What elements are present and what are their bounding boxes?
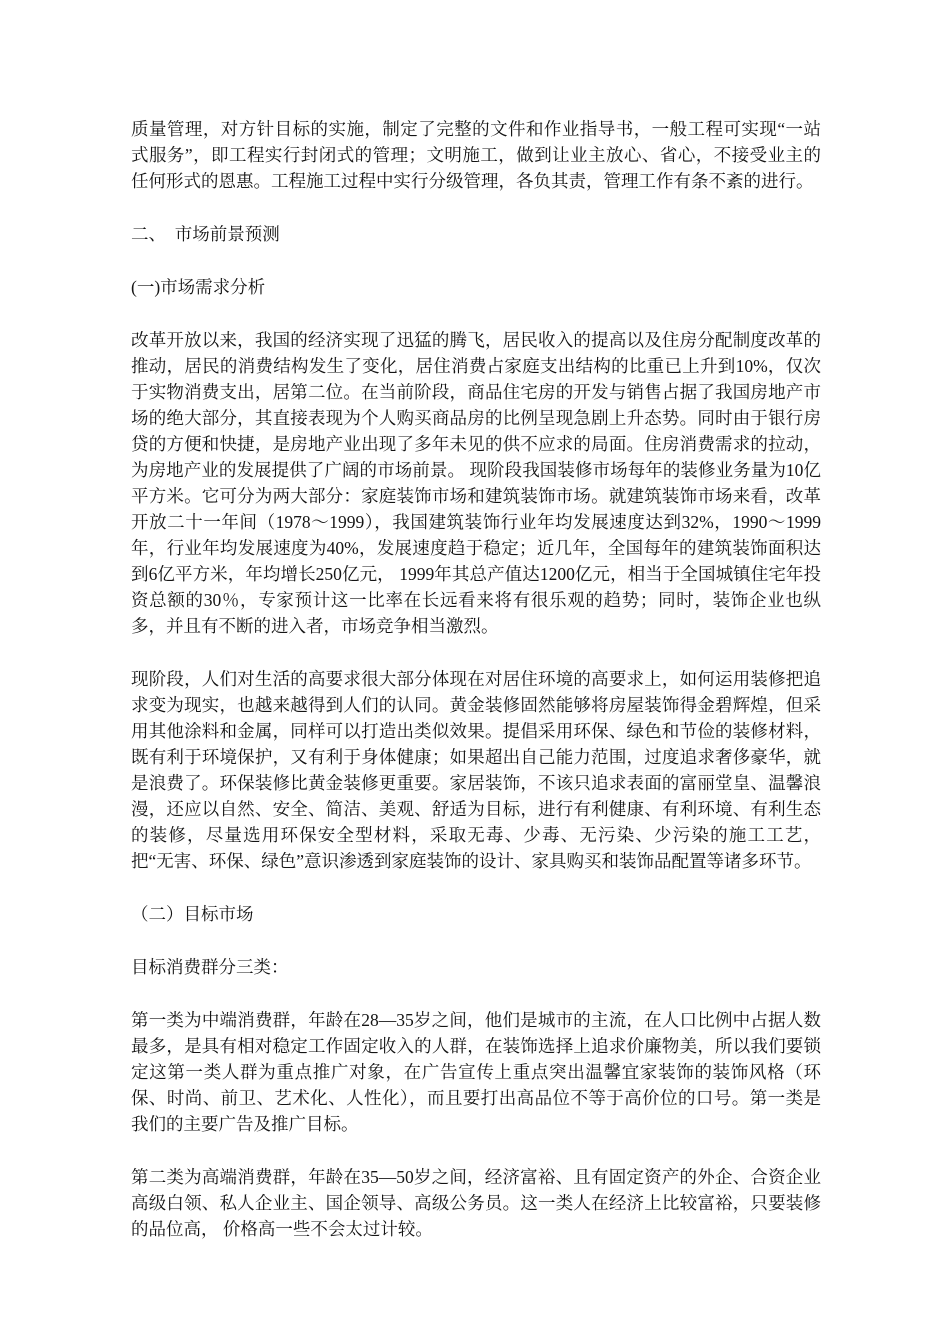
subsection-heading-target-market: （二）目标市场	[131, 904, 254, 924]
subsection-heading-demand-analysis: (一)市场需求分析	[131, 277, 266, 297]
paragraph-second-consumer-group: 第二类为高端消费群，年龄在35—50岁之间，经济富裕、且有固定资产的外企、合资企业高级白领、私人企业主、国企领导、高级公务员。这一类人在经济上比较富裕，只要装修的品位高， 价格高一些不会太过计较。	[131, 1167, 821, 1239]
paragraph-green-decoration-trends: 现阶段，人们对生活的高要求很大部分体现在对居住环境的高要求上，如何运用装修把追求变为现实，也越来越得到人们的认同。黄金装修固然能够将房屋装饰得金碧辉煌，但采用其他涂料和金属，同样可以打造出类似效果。提倡采用环保、绿色和节俭的装修材料，既有利于环境保护，又有利于身体健康；如果超出自己能力范围，过度追求奢侈豪华，就是浪费了。环保装修比黄金装修更重要。家居装饰，不该只追求表面的富丽堂皇、温馨浪漫，还应以自然、安全、简洁、美观、舒适为目标，进行有利健康、有利环境、有利生态的装修，尽量选用环保安全型材料，采取无毒、少毒、无污染、少污染的施工工艺，把“无害、环保、绿色”意识渗透到家庭装饰的设计、家具购买和装饰品配置等诸多环节。	[131, 669, 821, 871]
section-heading-market-forecast: 二、 市场前景预测	[131, 224, 280, 244]
paragraph-demand-analysis: 改革开放以来，我国的经济实现了迅猛的腾飞，居民收入的提高以及住房分配制度改革的推动，居民的消费结构发生了变化，居住消费占家庭支出结构的比重已上升到10%，仅次于实物消费支出，居第二位。在当前阶段，商品住宅房的开发与销售占据了我国房地产市场的绝大部分，其直接表现为个人购买商品房的比例呈现急剧上升态势。同时由于银行房贷的方便和快捷，是房地产业出现了多年未见的供不应求的局面。住房消费需求的拉动，为房地产业的发展提供了广阔的市场前景。 现阶段我国装修市场每年的装修业务量为10亿平方米。它可分为两大部分：家庭装饰市场和建筑装饰市场。就建筑装饰市场来看，改革开放二十一年间（1978～1999），我国建筑装饰行业年均发展速度达到32%，1990～1999年，行业年均发展速度为40%，发展速度趋于稳定；近几年，全国每年的建筑装饰面积达到6亿平方米，年均增长250亿元， 1999年其总产值达1200亿元，相当于全国城镇住宅年投资总额的30％，专家预计这一比率在长远看来将有很乐观的趋势；同时，装饰企业也纵多，并且有不断的进入者，市场竞争相当激烈。	[131, 330, 821, 636]
paragraph-quality-management: 质量管理，对方针目标的实施，制定了完整的文件和作业指导书，一般工程可实现“一站式服务”，即工程实行封闭式的管理；文明施工，做到让业主放心、省心，不接受业主的任何形式的恩惠。工程施工过程中实行分级管理，各负其责，管理工作有条不紊的进行。	[131, 119, 821, 191]
paragraph-first-consumer-group: 第一类为中端消费群，年龄在28—35岁之间，他们是城市的主流，在人口比例中占据人数最多，是具有相对稳定工作固定收入的人群，在装饰选择上追求价廉物美，所以我们要锁定这第一类人群为重点推广对象，在广告宣传上重点突出温馨宜家装饰的装饰风格（环保、时尚、前卫、艺术化、人性化），而且要打出高品位不等于高价位的口号。第一类是我们的主要广告及推广目标。	[131, 1010, 821, 1134]
line-consumer-groups-intro: 目标消费群分三类：	[131, 957, 289, 977]
